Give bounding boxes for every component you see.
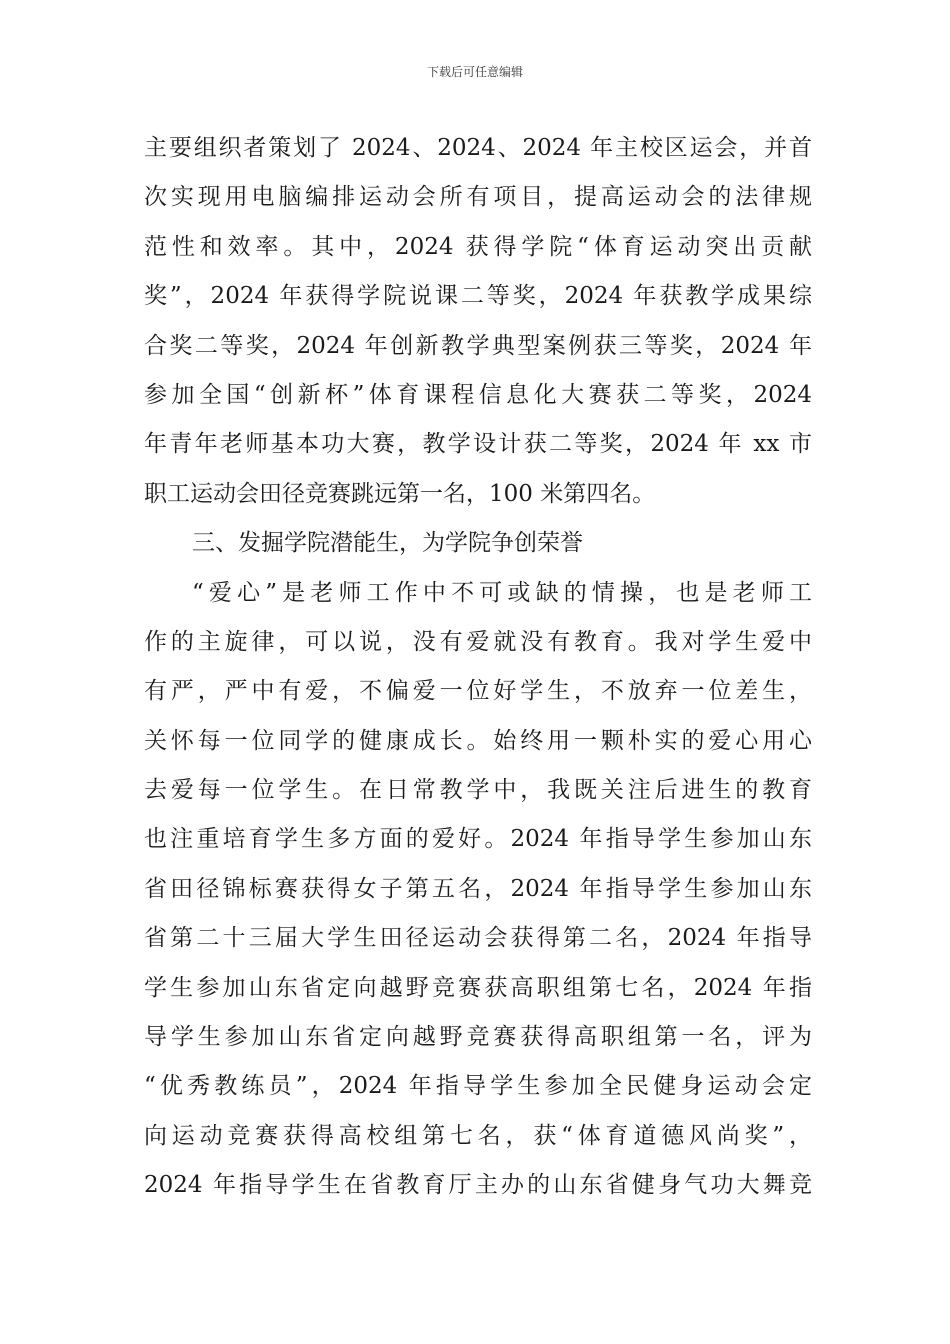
text-line: “优秀教练员”，2024 年指导学生参加全民健身运动会定 bbox=[144, 1073, 812, 1100]
text-line: 奖”，2024 年获得学院说课二等奖，2024 年获教学成果综 bbox=[144, 283, 812, 310]
section-heading: 三、发掘学院潜能生，为学院争创荣誉 bbox=[192, 530, 583, 557]
text-line: 学生参加山东省定向越野竞赛获高职组第七名，2024 年指 bbox=[144, 974, 812, 1001]
text-line: 参加全国“创新杯”体育课程信息化大赛获二等奖，2024 bbox=[144, 381, 812, 408]
text-line: 作的主旋律，可以说，没有爱就没有教育。我对学生爱中 bbox=[144, 628, 812, 655]
text-line: 范性和效率。其中，2024 获得学院“体育运动突出贡献 bbox=[144, 233, 812, 260]
text-line-paragraph-end: 职工运动会田径竞赛跳远第一名，100 米第四名。 bbox=[144, 480, 656, 507]
text-line: 去爱每一位学生。在日常教学中，我既关注后进生的教育 bbox=[144, 777, 812, 804]
text-line: 次实现用电脑编排运动会所有项目，提高运动会的法律规 bbox=[144, 184, 812, 211]
document-body bbox=[144, 124, 812, 1211]
page-header: 下载后可任意编辑 bbox=[426, 65, 523, 79]
text-line: 也注重培育学生多方面的爱好。2024 年指导学生参加山东 bbox=[144, 826, 812, 853]
text-line: 2024 年指导学生在省教育厅主办的山东省健身气功大舞竞 bbox=[144, 1172, 812, 1199]
text-line: 主要组织者策划了 2024、2024、2024 年主校区运会，并首 bbox=[144, 135, 812, 161]
text-line: 省田径锦标赛获得女子第五名，2024 年指导学生参加山东 bbox=[144, 875, 812, 902]
text-line: 省第二十三届大学生田径运动会获得第二名，2024 年指导 bbox=[144, 925, 812, 952]
paragraph-first-line: “爱心”是老师工作中不可或缺的情操，也是老师工 bbox=[192, 579, 812, 606]
text-line: 导学生参加山东省定向越野竞赛获得高职组第一名，评为 bbox=[144, 1024, 812, 1051]
text-line: 有严，严中有爱，不偏爱一位好学生，不放弃一位差生， bbox=[144, 678, 812, 705]
text-line: 关怀每一位同学的健康成长。始终用一颗朴实的爱心用心 bbox=[144, 727, 812, 754]
text-line: 年青年老师基本功大赛，教学设计获二等奖，2024 年 xx 市 bbox=[144, 431, 812, 458]
text-line: 向运动竞赛获得高校组第七名，获“体育道德风尚奖”， bbox=[144, 1122, 812, 1149]
text-line: 合奖二等奖，2024 年创新教学典型案例获三等奖，2024 年 bbox=[144, 332, 812, 359]
